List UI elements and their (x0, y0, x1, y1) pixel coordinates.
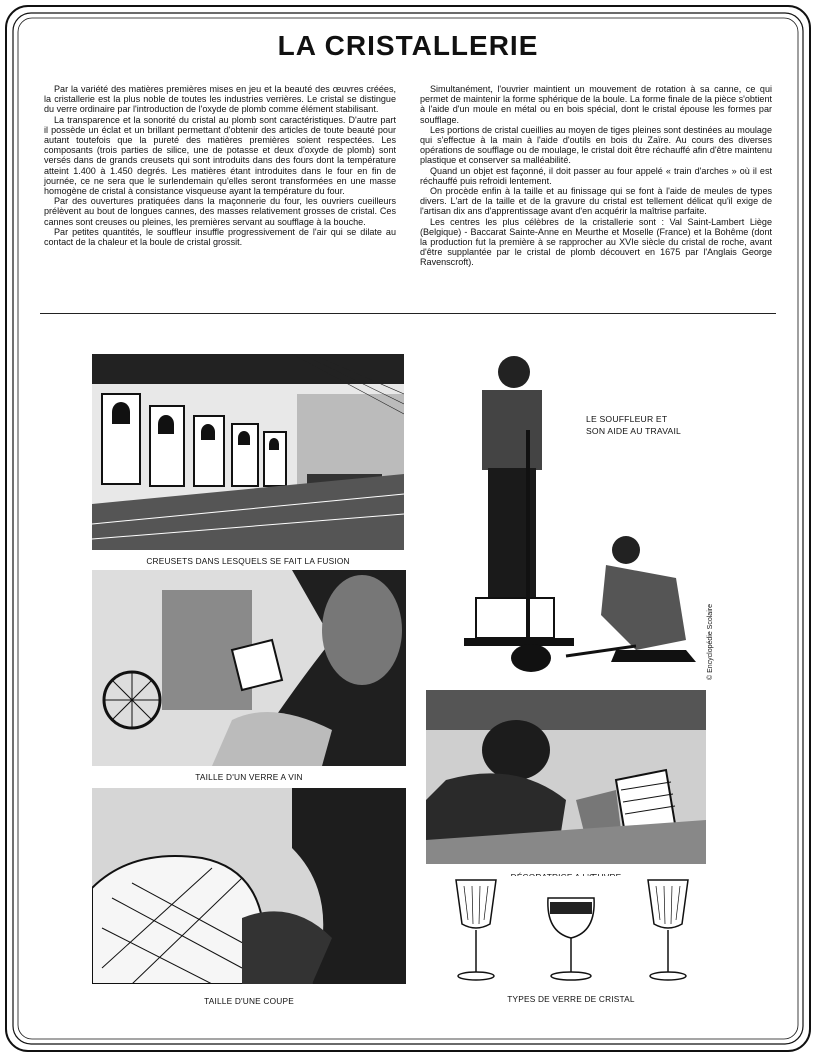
bowl-cutting-illustration (92, 788, 406, 984)
paragraph: Par des ouvertures pratiquées dans la maçonnerie du four, les ouvriers cueilleurs prélèvent au bout de longues cannes, des masses relativement grosses de cristal. Ces cannes sont creuses ou pleines, les premières servant au soufflage à la bouche. (44, 196, 396, 227)
paragraph: Par la variété des matières premières mises en jeu et la beauté des œuvres créées, la cristallerie est la plus noble de toutes les industries verrières. Le cristal se distingue du verre ordinaire par l'introduction de l'oxyde de plomb comme élément stabilisant. (44, 84, 396, 115)
caption-coupe: TAILLE D'UNE COUPE (204, 996, 294, 1006)
article-column-right (420, 84, 772, 306)
decorator-illustration (426, 690, 706, 864)
furnace-illustration (92, 354, 404, 550)
copyright-notice: © Encyclopédie Scolaire (707, 604, 714, 680)
caption-verre-a-vin: TAILLE D'UN VERRE A VIN (195, 772, 303, 782)
divider (40, 313, 776, 314)
article-column-left (44, 84, 396, 306)
caption-creusets: CREUSETS DANS LESQUELS SE FAIT LA FUSION (146, 556, 350, 566)
glassblower-illustration (436, 350, 708, 680)
caption-souffleur: LE SOUFFLEUR ET SON AIDE AU TRAVAIL (586, 414, 682, 436)
paragraph: Simultanément, l'ouvrier maintient un mouvement de rotation à sa canne, ce qui permet de maintenir la forme sphérique de la boule. La forme finale de la pièce s'obtient à l'aide d'un moule en métal ou en bois spécial, dont le cristal épouse les formes par soufflage. (420, 84, 772, 125)
paragraph: La transparence et la sonorité du cristal au plomb sont caractéristiques. D'autre part il possède un éclat et un brillant permettant d'obtenir des articles de toute beauté pour autant toutefois que la pureté des matières premières soient respectées. Les composants (trois parties de silice, une de potasse et deux d'oxyde de plomb) sont versés dans de grands creusets qui sont introduits dans des fours dont la température atteint 1.400 à 1.450 degrés. Les matières étant introduites dans le four en fin de journée, ce ne sera que le surlendemain qu'elles seront transformées en une masse homogène de cristal à consistance visqueuse ayant la température du four. (44, 114, 396, 197)
paragraph: Par petites quantités, le souffleur insuffle progressivement de l'air qui se dilate au contact de la chaleur et la boule de cristal grossit. (44, 226, 396, 248)
caption-types: TYPES DE VERRE DE CRISTAL (507, 994, 635, 1004)
paragraph: On procède enfin à la taille et au finissage qui se font à l'aide de meules de types divers. L'art de la taille et de la gravure du cristal est tellement délicat qu'il exige de l'artisan dix ans d'apprentissage avant d'en acquérir la maîtrise parfaite. (420, 186, 772, 217)
paragraph: Les centres les plus célèbres de la cristallerie sont : Val Saint-Lambert Liège (Belgique) - Baccarat Sainte-Anne en Meurthe et Moselle (France) et la Bohême (dont la production fut la première à se rapprocher au XVIe siècle du cristal de roche, avant d'être supplantée par le cristal de plomb découvert en 1675 par l'Anglais George Ravenscroft). (420, 216, 772, 268)
wine-glass-cutting-illustration (92, 570, 406, 766)
paragraph: Quand un objet est façonné, il doit passer au four appelé « train d'arches » où il est réchauffé puis refroidi lentement. (420, 165, 772, 186)
page-title: LA CRISTALLERIE (277, 30, 539, 61)
paragraph: Les portions de cristal cueillies au moyen de tiges pleines sont destinées au moulage qui s'effectue à la main à l'aide d'outils en bois du Zaïre. Au cours des diverses opérations de soufflage ou de moulage, le cristal doit être réchauffé afin d'être maintenu plastique et conserver sa malléabilité. (420, 124, 772, 166)
glass-types-illustration (436, 876, 706, 986)
article-body (44, 84, 772, 306)
